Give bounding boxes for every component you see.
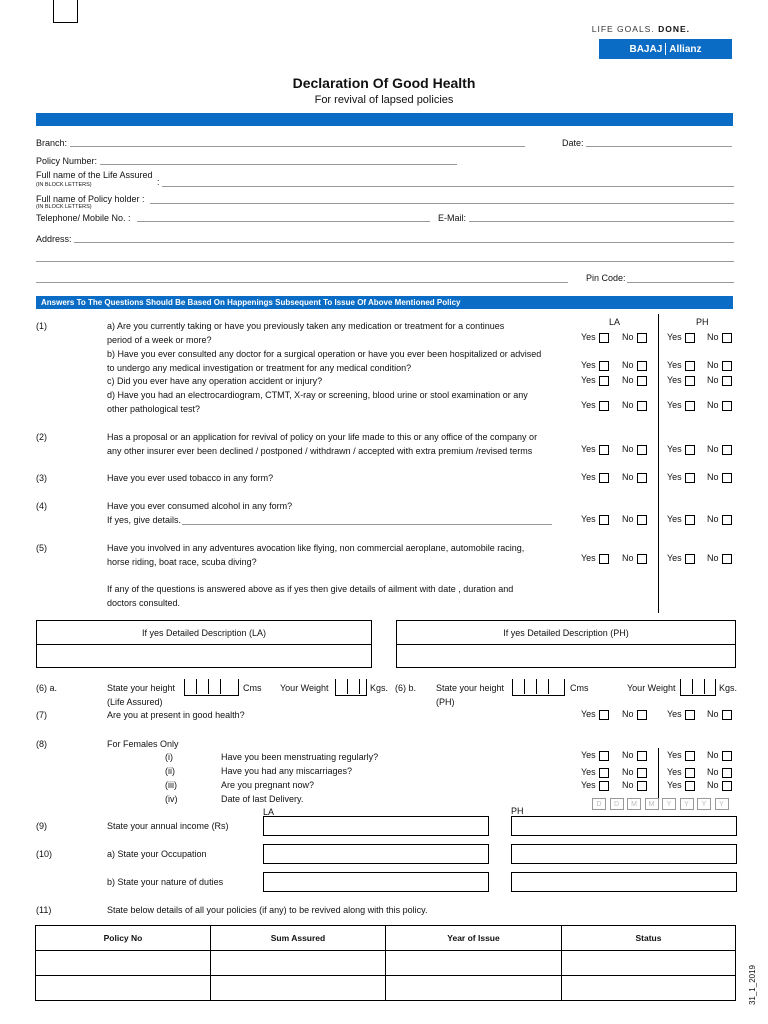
q1b-ph-no[interactable]: No <box>707 360 732 371</box>
q6b-weight-label: Your Weight <box>627 683 676 693</box>
q9-text: State your annual income (Rs) <box>107 821 229 831</box>
q1c-text: c) Did you ever have any operation accident or injury? <box>107 376 323 386</box>
branch-label: Branch: <box>36 138 68 148</box>
col-status: Status <box>562 926 736 951</box>
date-cell[interactable]: Y <box>697 798 711 810</box>
q2-text-1: Has a proposal or an application for revival of policy on your life made to this or any office of the company or <box>107 432 538 442</box>
col-sum-assured: Sum Assured <box>211 926 386 951</box>
q5-ph-yes[interactable]: Yes <box>667 553 695 564</box>
blue-bar <box>36 113 733 126</box>
q1a-text-1: a) Are you currently taking or have you previously taken any medication or treatment for a continues <box>107 321 505 331</box>
q7-ph-no[interactable]: No <box>707 709 732 720</box>
q1b-ph-yes[interactable]: Yes <box>667 360 695 371</box>
q6a-weight-label: Your Weight <box>280 683 329 693</box>
q4-number: (4) <box>36 501 47 511</box>
page-subtitle: For revival of lapsed policies <box>314 94 454 106</box>
q1c-ph-yes[interactable]: Yes <box>667 375 695 386</box>
q3-ph-yes[interactable]: Yes <box>667 472 695 483</box>
form-code: 31_1_2019 <box>748 965 757 1006</box>
policy-number-label: Policy Number: <box>36 156 98 166</box>
q4-text-2: If yes, give details. <box>107 515 182 525</box>
q1b-text-2: to undergo any medical investigation or treatment for any medical condition? <box>107 363 412 373</box>
date-cell[interactable]: Y <box>715 798 729 810</box>
date-cell[interactable]: D <box>592 798 606 810</box>
q6b-sub: (PH) <box>436 697 455 707</box>
q8iii-la-no[interactable]: No <box>622 780 647 791</box>
policy-holder-label: Full name of Policy holder : <box>36 194 145 204</box>
branch-field[interactable] <box>70 146 525 147</box>
q8iv-num: (iv) <box>165 794 178 804</box>
instruction-bar: Answers To The Questions Should Be Based On Happenings Subsequent To Issue Of Above Mentioned Policy <box>36 296 733 309</box>
q1d-text-2: other pathological test? <box>107 404 201 414</box>
corner-box <box>53 0 78 23</box>
ph-label-2: PH <box>511 806 524 816</box>
la-label-2: LA <box>263 807 275 817</box>
q2-ph-yes[interactable]: Yes <box>667 444 695 455</box>
q6a-label: State your height <box>107 683 176 693</box>
q7-la-yes[interactable]: Yes <box>581 709 609 720</box>
q3-number: (3) <box>36 473 47 483</box>
q8i-num: (i) <box>165 752 173 762</box>
date-label: Date: <box>562 138 584 148</box>
pin-code-field[interactable] <box>627 282 734 283</box>
col-policy-no: Policy No <box>36 926 211 951</box>
q8-number: (8) <box>36 739 47 749</box>
q10a-la-input[interactable] <box>263 844 489 864</box>
q11-number: (11) <box>36 905 52 915</box>
desc-la-label: If yes Detailed Description (LA) <box>37 621 371 645</box>
q8i-la-no[interactable]: No <box>622 750 647 761</box>
q2-ph-no[interactable]: No <box>707 444 732 455</box>
q3-la-no[interactable]: No <box>622 472 647 483</box>
q9-number: (9) <box>36 821 47 831</box>
q10-number: (10) <box>36 849 53 859</box>
address-field-2[interactable] <box>36 261 734 262</box>
q8ii-ph-no[interactable]: No <box>707 767 732 778</box>
q3-la-yes[interactable]: Yes <box>581 472 609 483</box>
q1c-la-yes[interactable]: Yes <box>581 375 609 386</box>
q8-text: For Females Only <box>107 739 179 749</box>
address-field-1[interactable] <box>74 242 734 243</box>
q10a-text: a) State your Occupation <box>107 849 207 859</box>
q6b-weight-input[interactable] <box>680 679 716 696</box>
q4-text-1: Have you ever consumed alcohol in any form? <box>107 501 293 511</box>
date-cell[interactable]: D <box>610 798 624 810</box>
page-title: Declaration Of Good Health <box>292 75 476 91</box>
colon: : <box>157 177 160 187</box>
q6a-sub: (Life Assured) <box>107 697 163 707</box>
q2-la-no[interactable]: No <box>622 444 647 455</box>
telephone-label: Telephone/ Mobile No. : <box>36 213 131 223</box>
q2-la-yes[interactable]: Yes <box>581 444 609 455</box>
q6a-weight-input[interactable] <box>335 679 367 696</box>
life-assured-field[interactable] <box>162 186 734 187</box>
q1a-text-2: period of a week or more? <box>107 335 212 345</box>
date-field[interactable] <box>586 146 732 147</box>
table-row[interactable] <box>36 976 736 1001</box>
table-header-row <box>36 926 736 951</box>
date-cell[interactable]: M <box>627 798 641 810</box>
q4-ph-yes[interactable]: Yes <box>667 514 695 525</box>
q1a-ph-no[interactable]: No <box>707 332 732 343</box>
policy-holder-field[interactable] <box>150 203 734 204</box>
q5-la-no[interactable]: No <box>622 553 647 564</box>
q1c-la-no[interactable]: No <box>622 375 647 386</box>
q8ii-la-no[interactable]: No <box>622 767 647 778</box>
tagline: LIFE GOALS. DONE. <box>591 24 690 34</box>
q7-la-no[interactable]: No <box>622 709 647 720</box>
q8i-la-yes[interactable]: Yes <box>581 750 609 761</box>
q8iv-text: Date of last Delivery. <box>221 794 304 804</box>
q7-ph-yes[interactable]: Yes <box>667 709 695 720</box>
q9-la-input[interactable] <box>263 816 489 836</box>
q8iii-ph-no[interactable]: No <box>707 780 732 791</box>
note-text-2: doctors consulted. <box>107 598 181 608</box>
q8i-ph-no[interactable]: No <box>707 750 732 761</box>
q6b-label: State your height <box>436 683 505 693</box>
q8ii-num: (ii) <box>165 766 175 776</box>
desc-ph-box[interactable] <box>396 620 736 668</box>
q6a-kgs: Kgs. <box>370 683 389 693</box>
address-field-3[interactable] <box>36 282 568 283</box>
bajaj-allianz-logo: BAJAJ Allianz <box>599 39 732 59</box>
q1b-la-no[interactable]: No <box>622 360 647 371</box>
q4-la-yes[interactable]: Yes <box>581 514 609 525</box>
q8i-ph-yes[interactable]: Yes <box>667 750 695 761</box>
q1d-la-yes[interactable]: Yes <box>581 400 609 411</box>
q8iii-ph-yes[interactable]: Yes <box>667 780 695 791</box>
telephone-field[interactable] <box>137 221 430 222</box>
q6b-cms: Cms <box>570 683 589 693</box>
q5-text-2: horse riding, boat race, scuba diving? <box>107 557 257 567</box>
q1a-la-no[interactable]: No <box>622 332 647 343</box>
q3-text: Have you ever used tobacco in any form? <box>107 473 274 483</box>
q5-text-1: Have you involved in any adventures avocation like flying, non commercial aeroplane, automobile racing, <box>107 543 525 553</box>
q4-la-no[interactable]: No <box>622 514 647 525</box>
q10a-ph-input[interactable] <box>511 844 737 864</box>
q2-text-2: any other insurer ever been declined / postponed / withdrawn / accepted with extra premium /revised terms <box>107 446 533 456</box>
q1c-ph-no[interactable]: No <box>707 375 732 386</box>
q8ii-la-yes[interactable]: Yes <box>581 767 609 778</box>
q1-number: (1) <box>36 321 47 331</box>
policy-number-field[interactable] <box>100 164 457 165</box>
q6a-height-input[interactable] <box>184 679 239 696</box>
block-letters-note: (IN BLOCK LETTERS) <box>36 182 92 188</box>
la-header: LA <box>609 317 621 327</box>
q6b-kgs: Kgs. <box>719 683 738 693</box>
la-ph-divider <box>658 314 659 613</box>
q5-la-yes[interactable]: Yes <box>581 553 609 564</box>
table-row[interactable] <box>36 951 736 976</box>
life-assured-label: Full name of the Life Assured <box>36 170 153 180</box>
q9-ph-input[interactable] <box>511 816 737 836</box>
desc-ph-label: If yes Detailed Description (PH) <box>397 621 735 645</box>
q1d-text-1: d) Have you had an electrocardiogram, CTMT, X-ray or screening, blood urine or stool examination or any <box>107 390 528 400</box>
col-year-of-issue: Year of Issue <box>386 926 562 951</box>
desc-la-box[interactable] <box>36 620 372 668</box>
note-text-1: If any of the questions is answered above as if yes then give details of ailment with date , duration and <box>107 584 514 594</box>
block-letters-note-2: (IN BLOCK LETTERS) <box>36 204 92 210</box>
q6b-height-input[interactable] <box>512 679 565 696</box>
q8iii-text: Are you pregnant now? <box>221 780 315 790</box>
q10b-la-input[interactable] <box>263 872 489 892</box>
q1a-la-yes[interactable]: Yes <box>581 332 609 343</box>
pin-code-label: Pin Code: <box>586 273 626 283</box>
ph-header: PH <box>696 317 709 327</box>
q1d-ph-no[interactable]: No <box>707 400 732 411</box>
q8iii-la-yes[interactable]: Yes <box>581 780 609 791</box>
q1a-ph-yes[interactable]: Yes <box>667 332 695 343</box>
date-cell[interactable]: M <box>645 798 659 810</box>
q1d-la-no[interactable]: No <box>622 400 647 411</box>
address-label: Address: <box>36 234 72 244</box>
q1b-la-yes[interactable]: Yes <box>581 360 609 371</box>
q6b-number: (6) b. <box>395 683 417 693</box>
q10b-ph-input[interactable] <box>511 872 737 892</box>
date-cell[interactable]: Y <box>662 798 676 810</box>
policies-table <box>35 925 736 1001</box>
date-cell[interactable]: Y <box>680 798 694 810</box>
q2-number: (2) <box>36 432 47 442</box>
email-label: E-Mail: <box>438 213 467 223</box>
q5-ph-no[interactable]: No <box>707 553 732 564</box>
q6a-cms: Cms <box>243 683 262 693</box>
email-field[interactable] <box>469 221 734 222</box>
q11-text: State below details of all your policies (if any) to be revived along with this policy. <box>107 905 428 915</box>
q7-text: Are you at present in good health? <box>107 710 245 720</box>
q4-details-field[interactable] <box>182 524 552 525</box>
q1d-ph-yes[interactable]: Yes <box>667 400 695 411</box>
q5-number: (5) <box>36 543 47 553</box>
q1b-text-1: b) Have you ever consulted any doctor for a surgical operation or have you ever been hospitalized or advised <box>107 349 542 359</box>
q8ii-text: Have you had any miscarriages? <box>221 766 353 776</box>
q7-number: (7) <box>36 710 47 720</box>
q8-divider <box>658 748 659 798</box>
q8ii-ph-yes[interactable]: Yes <box>667 767 695 778</box>
q4-ph-no[interactable]: No <box>707 514 732 525</box>
q8iii-num: (iii) <box>165 780 177 790</box>
q6a-number: (6) a. <box>36 683 58 693</box>
q3-ph-no[interactable]: No <box>707 472 732 483</box>
q10b-text: b) State your nature of duties <box>107 877 224 887</box>
q8i-text: Have you been menstruating regularly? <box>221 752 379 762</box>
